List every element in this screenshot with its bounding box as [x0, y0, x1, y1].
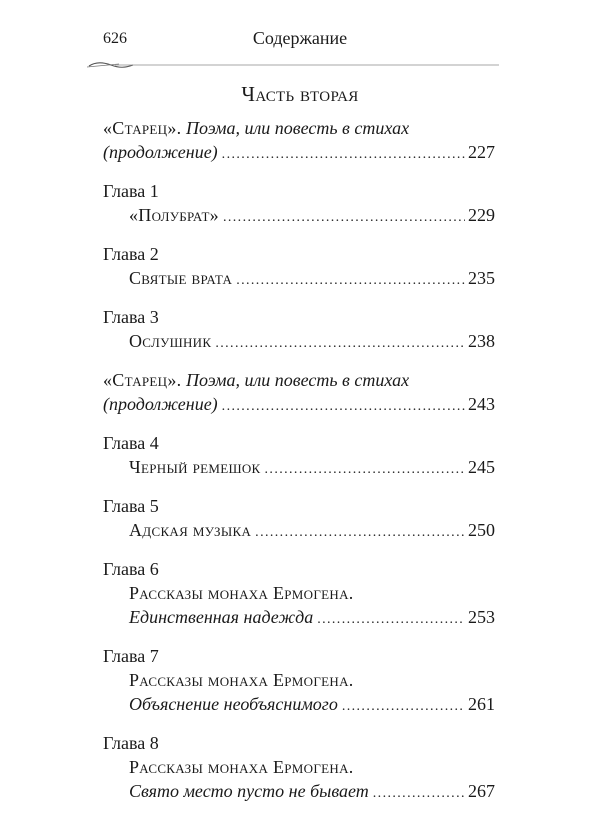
dot-leader: [215, 332, 465, 356]
toc-page-number: 253: [468, 607, 495, 627]
toc-page-number: 238: [468, 331, 495, 351]
toc-entry[interactable]: [103, 305, 495, 356]
toc-last-line: [103, 140, 495, 167]
toc-title-last: Свято место пусто не бывает: [129, 781, 369, 801]
toc-title-line: Рассказы монаха Ермогена.: [129, 757, 354, 777]
chapter-label: Глава 5: [103, 496, 159, 516]
dot-leader: [342, 695, 465, 719]
running-title: Содержание: [252, 28, 348, 48]
dot-leader: [222, 395, 465, 419]
part-heading: Часть вторая: [241, 82, 359, 106]
toc-entry[interactable]: [103, 557, 495, 632]
toc-page-number: 250: [468, 520, 495, 540]
toc-title-line: [103, 116, 495, 140]
dot-leader: [222, 143, 465, 167]
dot-leader: [317, 608, 465, 632]
toc-page-number: 235: [468, 268, 495, 288]
header-rule: [85, 60, 501, 70]
running-header: [103, 26, 497, 56]
toc-title-last: «Полубрат»: [129, 205, 219, 225]
toc-last-line: [103, 692, 495, 719]
toc-entry[interactable]: [103, 242, 495, 293]
toc-page-number: 267: [468, 781, 495, 801]
toc-title-line: [103, 368, 495, 392]
toc-page-number: 245: [468, 457, 495, 477]
poem-title-upright: «Старец».: [103, 118, 182, 138]
toc-entry[interactable]: [103, 431, 495, 482]
chapter-label: Глава 8: [103, 733, 159, 753]
toc-entry[interactable]: [103, 731, 495, 806]
toc-title-last: Адская музыка: [129, 520, 252, 540]
chapter-label: Глава 6: [103, 559, 159, 579]
chapter-label: Глава 2: [103, 244, 159, 264]
toc-page-number: 261: [468, 694, 495, 714]
toc-title-last: Ослушник: [129, 331, 212, 351]
toc-title-last: (продолжение): [103, 142, 218, 162]
dot-leader: [373, 782, 465, 806]
page-number: 626: [103, 30, 127, 47]
chapter-label: Глава 1: [103, 181, 159, 201]
toc-last-line: [103, 203, 495, 230]
toc-page-number: 229: [468, 205, 495, 225]
toc-page-number: 227: [468, 142, 495, 162]
toc-last-line: [103, 455, 495, 482]
toc-title-quote: [103, 368, 409, 392]
toc-last-line: [103, 605, 495, 632]
toc-entry[interactable]: [103, 644, 495, 719]
dot-leader: [265, 458, 465, 482]
toc-title-quote: [103, 116, 409, 140]
poem-subtitle: Поэма, или повесть в стихах: [185, 370, 410, 390]
toc-title-last: Черный ремешок: [129, 457, 261, 477]
toc-title-last: Святые врата: [129, 268, 233, 288]
dot-leader: [223, 206, 465, 230]
poem-subtitle: Поэма, или повесть в стихах: [185, 118, 410, 138]
toc-title-last: Объяснение необъяснимого: [129, 694, 338, 714]
toc-last-line: [103, 518, 495, 545]
chapter-label: Глава 7: [103, 646, 159, 666]
toc-last-line: [103, 329, 495, 356]
poem-title-upright: «Старец».: [103, 370, 182, 390]
toc-entry[interactable]: [103, 494, 495, 545]
chapter-label: Глава 3: [103, 307, 159, 327]
dot-leader: [236, 269, 465, 293]
toc-last-line: [103, 392, 495, 419]
toc-entry[interactable]: [103, 116, 495, 167]
toc-entry[interactable]: [103, 179, 495, 230]
table-of-contents: [103, 116, 495, 818]
toc-title-last: (продолжение): [103, 394, 218, 414]
toc-last-line: [103, 266, 495, 293]
toc-page-number: 243: [468, 394, 495, 414]
dot-leader: [255, 521, 465, 545]
toc-title-line: Рассказы монаха Ермогена.: [129, 670, 354, 690]
toc-last-line: [103, 779, 495, 806]
toc-title-line: Рассказы монаха Ермогена.: [129, 583, 354, 603]
toc-title-last: Единственная надежда: [129, 607, 314, 627]
toc-entry[interactable]: [103, 368, 495, 419]
chapter-label: Глава 4: [103, 433, 159, 453]
